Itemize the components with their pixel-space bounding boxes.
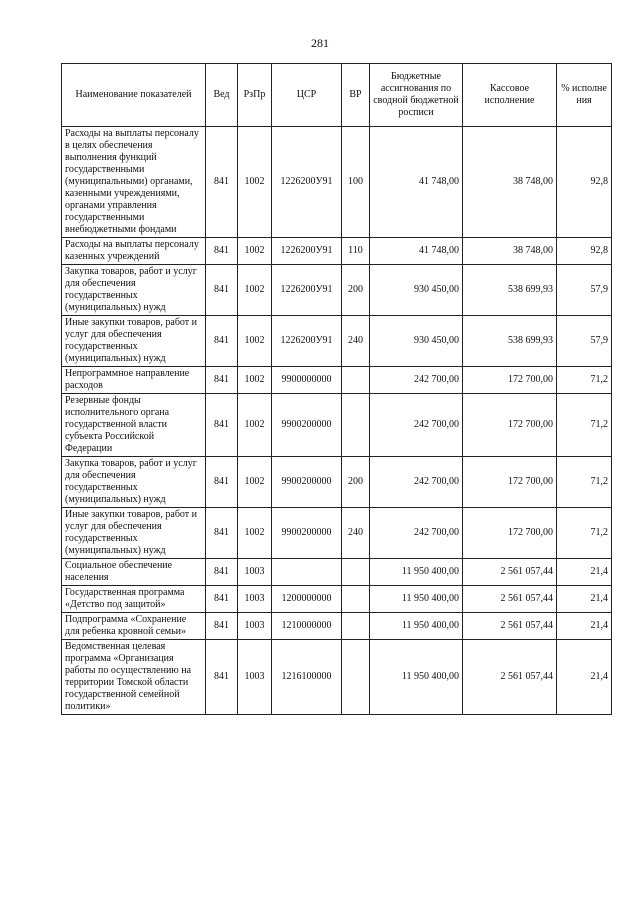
cell-rzpr: 1002: [238, 238, 272, 265]
cell-vr: 240: [342, 316, 370, 367]
header-rzpr: РзПр: [238, 64, 272, 127]
cell-rzpr: 1003: [238, 613, 272, 640]
cell-ved: 841: [206, 640, 238, 715]
cell-ved: 841: [206, 508, 238, 559]
cell-rzpr: 1002: [238, 457, 272, 508]
header-ved: Вед: [206, 64, 238, 127]
header-budget: Бюджетные ассигнования по сводной бюджетной росписи: [370, 64, 463, 127]
cell-name: Ведомственная целевая программа «Организация работы по осуществлению на территории Томской области государственной семейной политики»: [62, 640, 206, 715]
cell-cash: 2 561 057,44: [463, 586, 557, 613]
cell-vr: 110: [342, 238, 370, 265]
page-number: 281: [311, 36, 329, 50]
cell-csr: 9900200000: [272, 508, 342, 559]
table-row: [62, 559, 612, 586]
cell-cash: 538 699,93: [463, 316, 557, 367]
header-cash: Кассовое исполнение: [463, 64, 557, 127]
cell-percent: 21,4: [557, 640, 612, 715]
cell-cash: 38 748,00: [463, 127, 557, 238]
cell-name: Закупка товаров, работ и услуг для обеспечения государственных (муниципальных) нужд: [62, 457, 206, 508]
cell-csr: 1210000000: [272, 613, 342, 640]
cell-ved: 841: [206, 238, 238, 265]
table-row: [62, 265, 612, 316]
cell-budget: 11 950 400,00: [370, 613, 463, 640]
table-row: [62, 394, 612, 457]
cell-vr: [342, 586, 370, 613]
cell-budget: 11 950 400,00: [370, 559, 463, 586]
cell-vr: 200: [342, 457, 370, 508]
table-row: [62, 640, 612, 715]
header-name: Наименование показателей: [62, 64, 206, 127]
cell-budget: 930 450,00: [370, 316, 463, 367]
cell-rzpr: 1002: [238, 316, 272, 367]
cell-percent: 57,9: [557, 316, 612, 367]
cell-csr: 1226200У91: [272, 127, 342, 238]
cell-name: Государственная программа «Детство под защитой»: [62, 586, 206, 613]
table-row: [62, 367, 612, 394]
cell-name: Расходы на выплаты персоналу казенных учреждений: [62, 238, 206, 265]
cell-csr: 9900200000: [272, 394, 342, 457]
cell-vr: [342, 640, 370, 715]
cell-percent: 71,2: [557, 394, 612, 457]
cell-name: Иные закупки товаров, работ и услуг для обеспечения государственных (муниципальных) нужд: [62, 508, 206, 559]
cell-cash: 538 699,93: [463, 265, 557, 316]
cell-cash: 172 700,00: [463, 367, 557, 394]
cell-vr: 240: [342, 508, 370, 559]
cell-budget: 242 700,00: [370, 508, 463, 559]
cell-name: Закупка товаров, работ и услуг для обеспечения государственных (муниципальных) нужд: [62, 265, 206, 316]
cell-ved: 841: [206, 394, 238, 457]
cell-percent: 71,2: [557, 457, 612, 508]
cell-rzpr: 1002: [238, 265, 272, 316]
cell-cash: 2 561 057,44: [463, 640, 557, 715]
cell-ved: 841: [206, 559, 238, 586]
cell-csr: [272, 559, 342, 586]
cell-ved: 841: [206, 367, 238, 394]
table-row: [62, 508, 612, 559]
cell-vr: [342, 559, 370, 586]
cell-rzpr: 1002: [238, 394, 272, 457]
table-header-row: [62, 64, 612, 127]
cell-ved: 841: [206, 316, 238, 367]
cell-vr: [342, 394, 370, 457]
cell-csr: 9900000000: [272, 367, 342, 394]
cell-cash: 172 700,00: [463, 457, 557, 508]
table-row: [62, 613, 612, 640]
cell-percent: 71,2: [557, 508, 612, 559]
cell-ved: 841: [206, 127, 238, 238]
cell-csr: 1226200У91: [272, 316, 342, 367]
cell-budget: 11 950 400,00: [370, 640, 463, 715]
cell-vr: 200: [342, 265, 370, 316]
cell-rzpr: 1002: [238, 508, 272, 559]
cell-percent: 21,4: [557, 559, 612, 586]
cell-name: Резервные фонды исполнительного органа государственной власти субъекта Российской Федерации: [62, 394, 206, 457]
cell-name: Социальное обеспечение населения: [62, 559, 206, 586]
cell-csr: 1200000000: [272, 586, 342, 613]
cell-budget: 242 700,00: [370, 457, 463, 508]
cell-ved: 841: [206, 586, 238, 613]
cell-cash: 38 748,00: [463, 238, 557, 265]
cell-rzpr: 1002: [238, 127, 272, 238]
cell-csr: 9900200000: [272, 457, 342, 508]
cell-name: Подпрограмма «Сохранение для ребенка кровной семьи»: [62, 613, 206, 640]
cell-percent: 21,4: [557, 586, 612, 613]
cell-percent: 57,9: [557, 265, 612, 316]
table-body: [62, 127, 612, 715]
table-row: [62, 586, 612, 613]
cell-name: Непрограммное направление расходов: [62, 367, 206, 394]
cell-rzpr: 1003: [238, 559, 272, 586]
cell-csr: 1226200У91: [272, 265, 342, 316]
cell-budget: 242 700,00: [370, 394, 463, 457]
cell-ved: 841: [206, 457, 238, 508]
header-vr: ВР: [342, 64, 370, 127]
cell-budget: 930 450,00: [370, 265, 463, 316]
table-row: [62, 457, 612, 508]
cell-csr: 1216100000: [272, 640, 342, 715]
cell-budget: 11 950 400,00: [370, 586, 463, 613]
cell-cash: 172 700,00: [463, 508, 557, 559]
cell-percent: 21,4: [557, 613, 612, 640]
cell-budget: 242 700,00: [370, 367, 463, 394]
cell-csr: 1226200У91: [272, 238, 342, 265]
cell-ved: 841: [206, 613, 238, 640]
cell-vr: [342, 613, 370, 640]
table-row: [62, 238, 612, 265]
cell-percent: 92,8: [557, 238, 612, 265]
cell-rzpr: 1003: [238, 640, 272, 715]
cell-percent: 92,8: [557, 127, 612, 238]
header-csr: ЦСР: [272, 64, 342, 127]
table-row: [62, 127, 612, 238]
cell-ved: 841: [206, 265, 238, 316]
cell-vr: 100: [342, 127, 370, 238]
budget-execution-table: [61, 63, 612, 715]
cell-percent: 71,2: [557, 367, 612, 394]
cell-vr: [342, 367, 370, 394]
cell-name: Иные закупки товаров, работ и услуг для обеспечения государственных (муниципальных) нужд: [62, 316, 206, 367]
cell-cash: 2 561 057,44: [463, 613, 557, 640]
table-row: [62, 316, 612, 367]
cell-rzpr: 1002: [238, 367, 272, 394]
cell-budget: 41 748,00: [370, 238, 463, 265]
header-percent: % исполне ния: [557, 64, 612, 127]
cell-cash: 2 561 057,44: [463, 559, 557, 586]
cell-budget: 41 748,00: [370, 127, 463, 238]
cell-cash: 172 700,00: [463, 394, 557, 457]
cell-name: Расходы на выплаты персоналу в целях обеспечения выполнения функций государственными (муниципальными) органами, казенными учреждениями, органами управления государственными внебюджетными фондами: [62, 127, 206, 238]
cell-rzpr: 1003: [238, 586, 272, 613]
